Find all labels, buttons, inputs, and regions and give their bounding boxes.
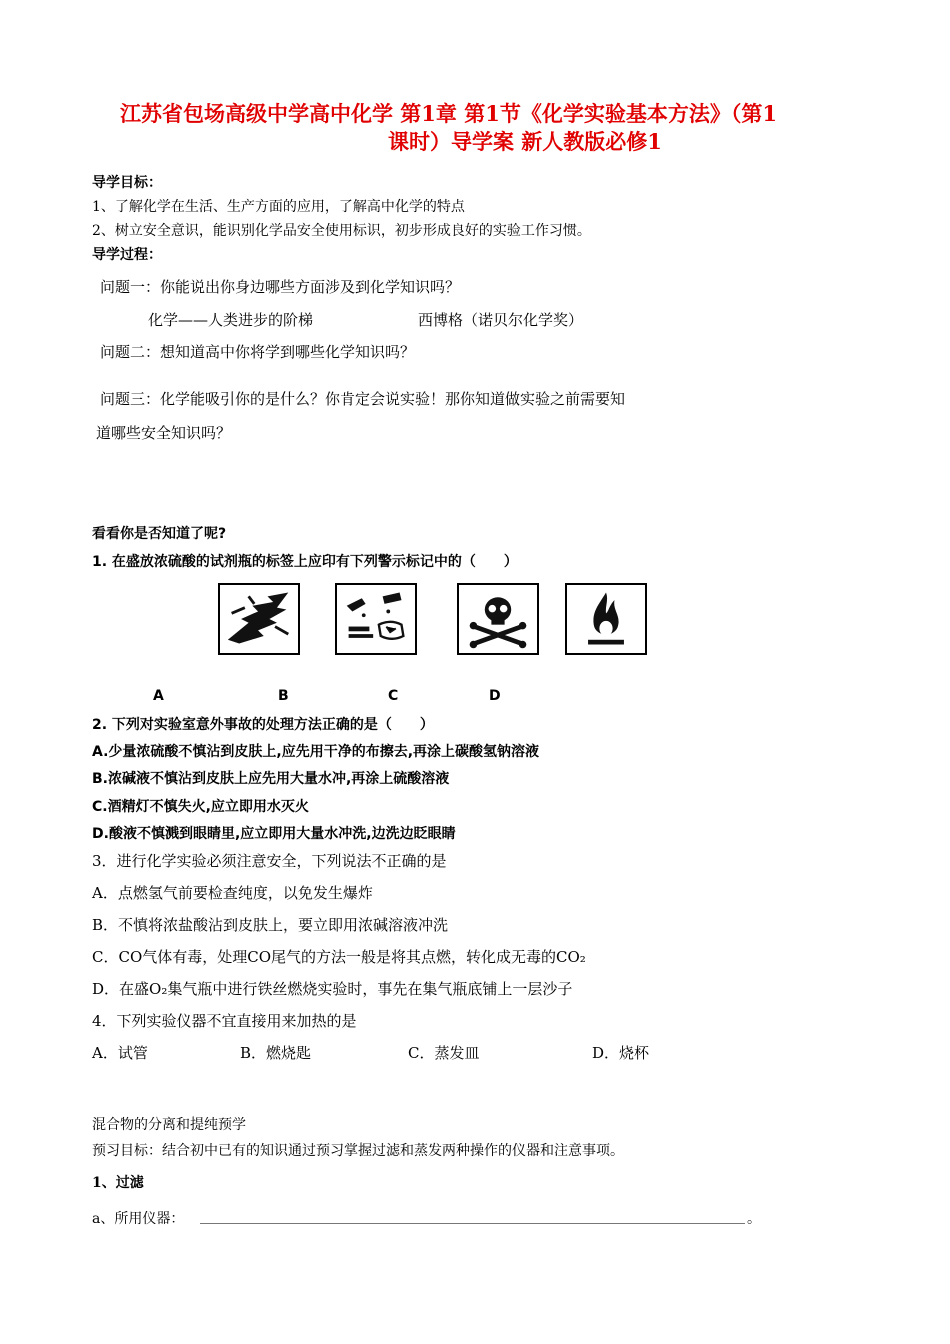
preview-goal: 预习目标：结合初中已有的知识通过预习掌握过滤和蒸发两种操作的仪器和注意事项。 [92, 1143, 624, 1159]
quiz-q3-option-a: A．点燃氢气前要检查纯度，以免发生爆炸 [92, 884, 373, 902]
instruments-blank-line[interactable] [200, 1223, 745, 1224]
question-1-left: 化学——人类进步的阶梯 [148, 311, 314, 329]
preview-sub-1: 1、过滤 [92, 1175, 144, 1191]
flame-icon [567, 585, 645, 653]
question-1-right: 西博格（诺贝尔化学奖） [418, 311, 584, 329]
quiz-heading: 看看你是否知道了呢? [92, 526, 227, 542]
sign-c-toxic [457, 583, 539, 655]
quiz-q2-stem: 2. 下列对实验室意外事故的处理方法正确的是（ ） [92, 717, 434, 733]
process-heading: 导学过程： [92, 247, 162, 263]
sign-label-d: D [489, 688, 501, 704]
corrosive-icon [337, 585, 415, 653]
quiz-q2-option-d: D.酸液不慎溅到眼睛里,应立即用大量水冲洗,边洗边眨眼睛 [92, 826, 456, 842]
doc-title-line2: 课时）导学案 新人教版必修1 [388, 129, 662, 154]
quiz-q1-stem: 1. 在盛放浓硫酸的试剂瓶的标签上应印有下列警示标记中的（ ） [92, 554, 518, 570]
question-3-line1: 问题三：化学能吸引你的是什么？你肯定会说实验！那你知道做实验之前需要知 [100, 390, 626, 408]
sign-label-c: C [388, 688, 399, 704]
doc-title-line1: 江苏省包场高级中学高中化学 第1章 第1节《化学实验基本方法》（第1 [120, 101, 777, 126]
sign-b-corrosive [335, 583, 417, 655]
sign-d-flammable [565, 583, 647, 655]
preview-a-label: a、所用仪器： [92, 1211, 185, 1227]
skull-crossbones-icon [459, 585, 537, 653]
quiz-q3-option-b: B．不慎将浓盐酸沾到皮肤上，要立即用浓碱溶液冲洗 [92, 916, 449, 934]
goal-item-1: 1、了解化学在生活、生产方面的应用，了解高中化学的特点 [92, 199, 465, 215]
quiz-q4-option-b: B．燃烧匙 [240, 1044, 312, 1062]
quiz-q2-option-a: A.少量浓硫酸不慎沾到皮肤上,应先用干净的布擦去,再涂上碳酸氢钠溶液 [92, 744, 540, 760]
quiz-q4-option-c: C．蒸发皿 [408, 1044, 480, 1062]
sign-label-a: A [153, 688, 164, 704]
quiz-q4-option-d: D．烧杯 [592, 1044, 650, 1062]
quiz-q3-option-d: D．在盛O₂集气瓶中进行铁丝燃烧实验时，事先在集气瓶底铺上一层沙子 [92, 980, 573, 998]
quiz-q3-option-c: C．CO气体有毒，处理CO尾气的方法一般是将其点燃，转化成无毒的CO₂ [92, 948, 586, 966]
explosion-icon [220, 585, 298, 653]
sign-label-b: B [278, 688, 289, 704]
goal-item-2: 2、树立安全意识，能识别化学品安全使用标识，初步形成良好的实验工作习惯。 [92, 223, 591, 239]
preview-heading: 混合物的分离和提纯预学 [92, 1117, 246, 1133]
quiz-q2-option-b: B.浓碱液不慎沾到皮肤上应先用大量水冲,再涂上硫酸溶液 [92, 771, 450, 787]
quiz-q2-option-c: C.酒精灯不慎失火,应立即用水灭火 [92, 799, 309, 815]
quiz-q4-stem: 4．下列实验仪器不宜直接用来加热的是 [92, 1012, 357, 1030]
question-2: 问题二：想知道高中你将学到哪些化学知识吗？ [100, 343, 416, 361]
quiz-q3-stem: 3．进行化学实验必须注意安全，下列说法不正确的是 [92, 852, 447, 870]
quiz-q4-option-a: A．试管 [92, 1044, 148, 1062]
sign-a-explosive [218, 583, 300, 655]
goals-heading: 导学目标： [92, 175, 162, 191]
question-3-line2: 道哪些安全知识吗？ [96, 424, 232, 442]
question-1: 问题一：你能说出你身边哪些方面涉及到化学知识吗？ [100, 278, 461, 296]
preview-a-end: 。 [747, 1211, 761, 1227]
